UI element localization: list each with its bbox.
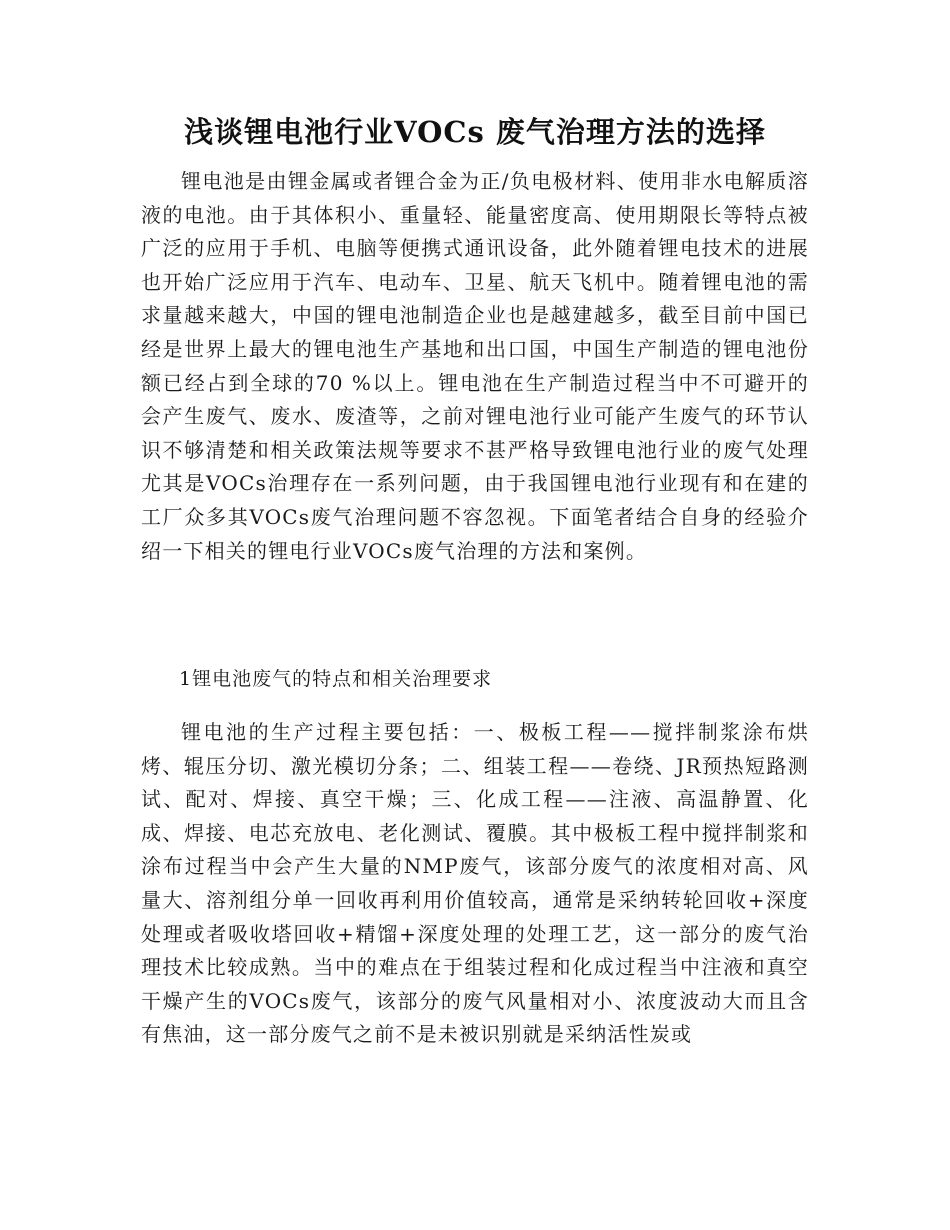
document-title: 浅谈锂电池行业VOCs 废气治理方法的选择 xyxy=(184,115,766,149)
body-paragraph-process: 锂电池的生产过程主要包括：一、极板工程——搅拌制浆涂布烘烤、辊压分切、激光模切分条；二、组装工程——卷绕、JR预热短路测试、配对、焊接、真空干燥；三、化成工程——注液、高温静置、化成、焊接、电芯充放电、老化测试、覆膜。其中极板工程中搅拌制浆和涂布过程当中会产生大量的NMP废气，该部分废气的浓度相对高、风量大、溶剂组分单一回收再利用价值较高，通常是采纳转轮回收+深度处理或者吸收塔回收+精馏+深度处理的处理工艺，这一部分的废气治理技术比较成熟。当中的难点在于组装过程和化成过程当中注液和真空干燥产生的VOCs废气，该部分的废气风量相对小、浓度波动大而且含有焦油，这一部分废气之前不是未被识别就是采纳活性炭或 xyxy=(141,720,809,1047)
body-paragraph-intro: 锂电池是由锂金属或者锂合金为正/负电极材料、使用非水电解质溶液的电池。由于其体积小、重量轻、能量密度高、使用期限长等特点被广泛的应用于手机、电脑等便携式通讯设备，此外随着锂电技术的进展也开始广泛应用于汽车、电动车、卫星、航天飞机中。随着锂电池的需求量越来越大，中国的锂电池制造企业也是越建越多，截至目前中国已经是世界上最大的锂电池生产基地和出口国，中国生产制造的锂电池份额已经占到全球的70 %以上。锂电池在生产制造过程当中不可避开的会产生废气、废水、废渣等，之前对锂电池行业可能产生废气的环节认识不够清楚和相关政策法规等要求不甚严格导致锂电池行业的废气处理尤其是VOCs治理存在一系列问题，由于我国锂电池行业现有和在建的工厂众多其VOCs废气治理问题不容忽视。下面笔者结合自身的经验介绍一下相关的锂电行业VOCs废气治理的方法和案例。 xyxy=(141,169,809,563)
section-heading: 1锂电池废气的特点和相关治理要求 xyxy=(179,668,493,690)
